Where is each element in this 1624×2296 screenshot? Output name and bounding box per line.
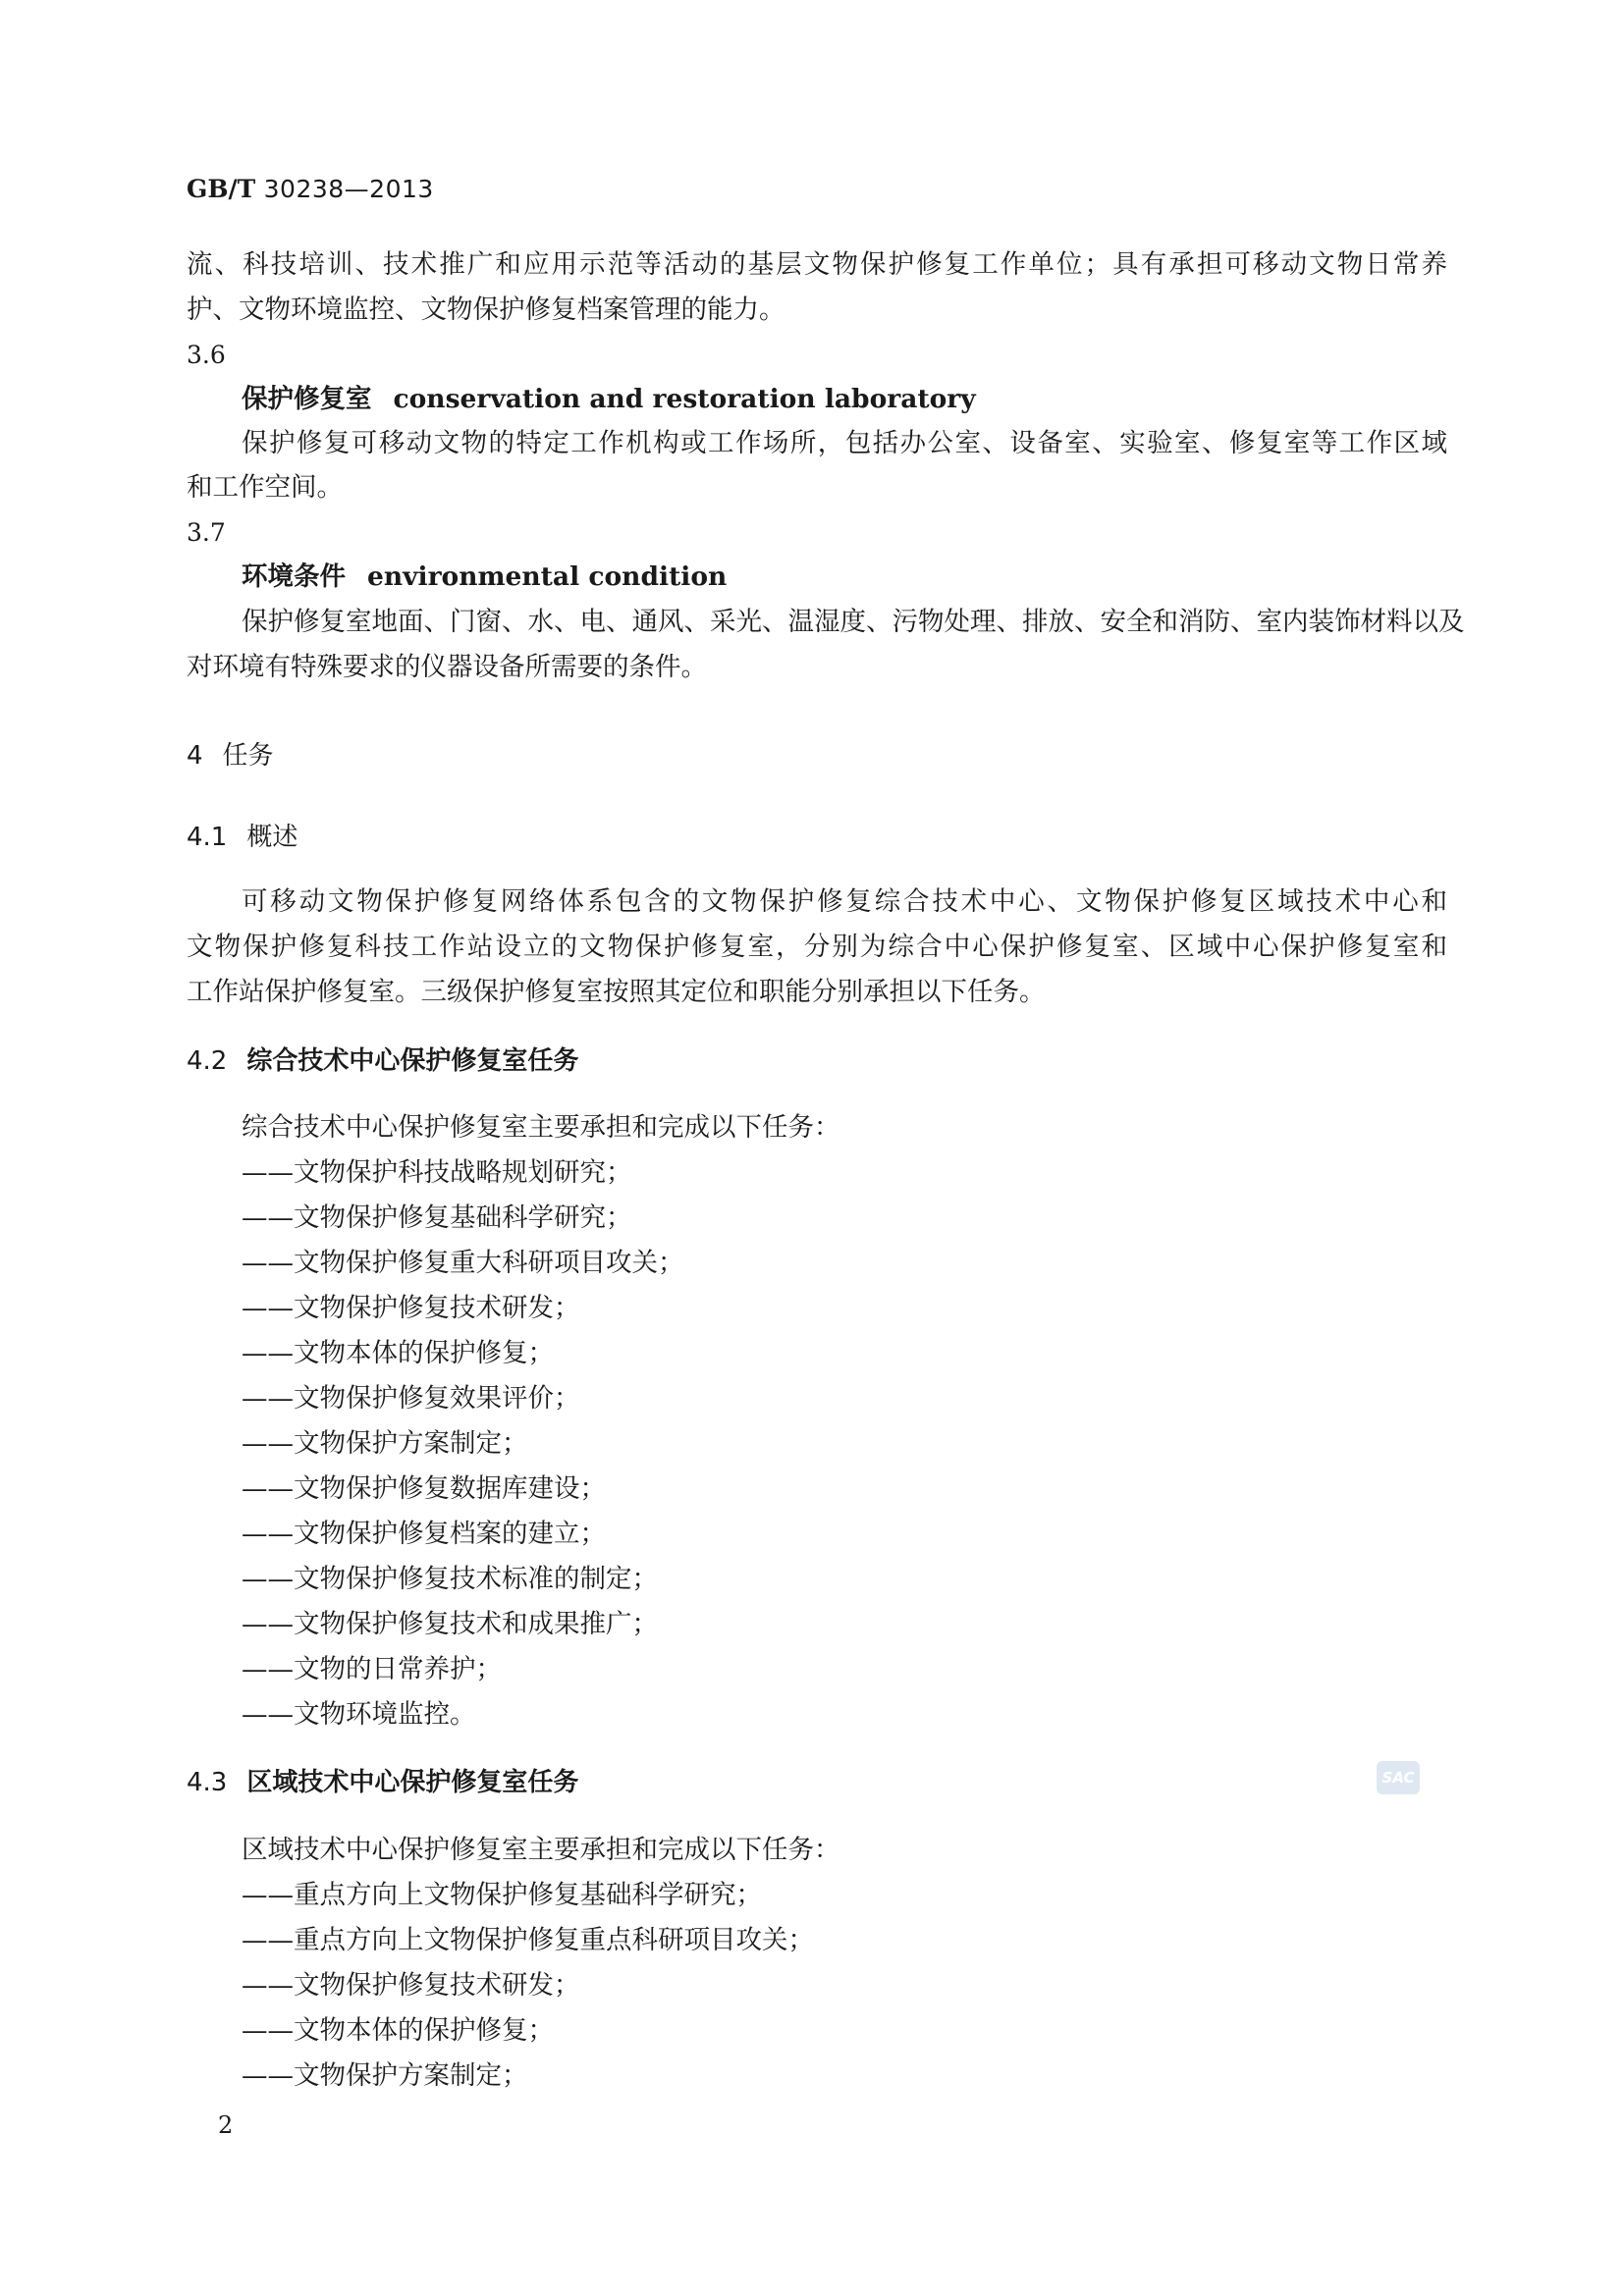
paragraph-line: 工作站保护修复室。三级保护修复室按照其定位和职能分别承担以下任务。 bbox=[187, 977, 1046, 1007]
subsection-heading bbox=[187, 825, 298, 850]
clause-number: 3.7 bbox=[187, 518, 226, 547]
subsection-heading bbox=[187, 1770, 578, 1795]
list-item: ——文物保护修复重大科研项目攻关； bbox=[242, 1248, 684, 1278]
section-number: 4 bbox=[187, 741, 203, 771]
definition-line: 和工作空间。 bbox=[187, 472, 343, 503]
definition-line: 保护修复可移动文物的特定工作机构或工作场所，包括办公室、设备室、实验室、修复室等工作区域 bbox=[242, 428, 1447, 458]
list-item: ——文物本体的保护修复； bbox=[242, 1338, 554, 1368]
subsection-title: 区域技术中心保护修复室任务 bbox=[246, 1768, 579, 1797]
term-heading bbox=[242, 561, 728, 592]
paragraph-line: 可移动文物保护修复网络体系包含的文物保护修复综合技术中心、文物保护修复区域技术中心和 bbox=[242, 886, 1447, 917]
list-item: ——文物保护修复数据库建设； bbox=[242, 1473, 606, 1504]
list-item: ——文物保护修复技术标准的制定； bbox=[242, 1564, 658, 1594]
standard-code bbox=[187, 177, 434, 203]
term-heading bbox=[242, 384, 976, 414]
list-item: ——文物保护修复技术和成果推广； bbox=[242, 1609, 658, 1639]
section-heading bbox=[187, 743, 274, 769]
list-item: ——文物保护方案制定； bbox=[242, 2060, 528, 2091]
list-item: ——文物保护方案制定； bbox=[242, 1428, 528, 1459]
term-zh: 保护修复室 bbox=[242, 384, 372, 414]
term-en: conservation and restoration laboratory bbox=[393, 384, 976, 414]
subsection-number: 4.3 bbox=[187, 1768, 228, 1797]
paragraph-line: 护、文物环境监控、文物保护修复档案管理的能力。 bbox=[187, 294, 785, 325]
standard-number: 30238—2013 bbox=[263, 175, 434, 203]
term-zh: 环境条件 bbox=[242, 561, 346, 592]
list-item: ——文物的日常养护； bbox=[242, 1654, 502, 1684]
list-intro: 综合技术中心保护修复室主要承担和完成以下任务： bbox=[242, 1112, 840, 1143]
subsection-number: 4.2 bbox=[187, 1046, 228, 1076]
list-intro: 区域技术中心保护修复室主要承担和完成以下任务： bbox=[242, 1835, 840, 1865]
list-item: ——文物环境监控。 bbox=[242, 1699, 476, 1730]
subsection-title: 概述 bbox=[246, 823, 298, 852]
list-item: ——重点方向上文物保护修复基础科学研究； bbox=[242, 1880, 762, 1910]
page-number: 2 bbox=[218, 2111, 234, 2139]
list-item: ——文物保护科技战略规划研究； bbox=[242, 1157, 632, 1188]
paragraph-line: 流、科技培训、技术推广和应用示范等活动的基层文物保护修复工作单位；具有承担可移动文物日常养 bbox=[187, 249, 1447, 280]
list-item: ——文物保护修复技术研发； bbox=[242, 1970, 580, 2001]
definition-line: 对环境有特殊要求的仪器设备所需要的条件。 bbox=[187, 652, 707, 682]
sac-watermark-logo: SAC bbox=[1377, 1761, 1420, 1794]
list-item: ——文物保护修复档案的建立； bbox=[242, 1519, 606, 1549]
term-en: environmental condition bbox=[367, 561, 728, 592]
paragraph-line: 文物保护修复科技工作站设立的文物保护修复室，分别为综合中心保护修复室、区域中心保护修复室和 bbox=[187, 932, 1447, 962]
subsection-heading bbox=[187, 1048, 578, 1074]
clause-number: 3.6 bbox=[187, 341, 226, 369]
list-item: ——文物保护修复效果评价； bbox=[242, 1383, 580, 1414]
subsection-number: 4.1 bbox=[187, 823, 228, 852]
subsection-title: 综合技术中心保护修复室任务 bbox=[246, 1046, 579, 1076]
standard-prefix: GB/T bbox=[187, 175, 256, 203]
list-item: ——文物保护修复基础科学研究； bbox=[242, 1202, 632, 1233]
definition-line: 保护修复室地面、门窗、水、电、通风、采光、温湿度、污物处理、排放、安全和消防、室内装饰材料以及 bbox=[242, 607, 1465, 637]
list-item: ——文物本体的保护修复； bbox=[242, 2015, 554, 2046]
list-item: ——文物保护修复技术研发； bbox=[242, 1293, 580, 1323]
list-item: ——重点方向上文物保护修复重点科研项目攻关； bbox=[242, 1925, 814, 1955]
section-title: 任务 bbox=[222, 741, 274, 771]
